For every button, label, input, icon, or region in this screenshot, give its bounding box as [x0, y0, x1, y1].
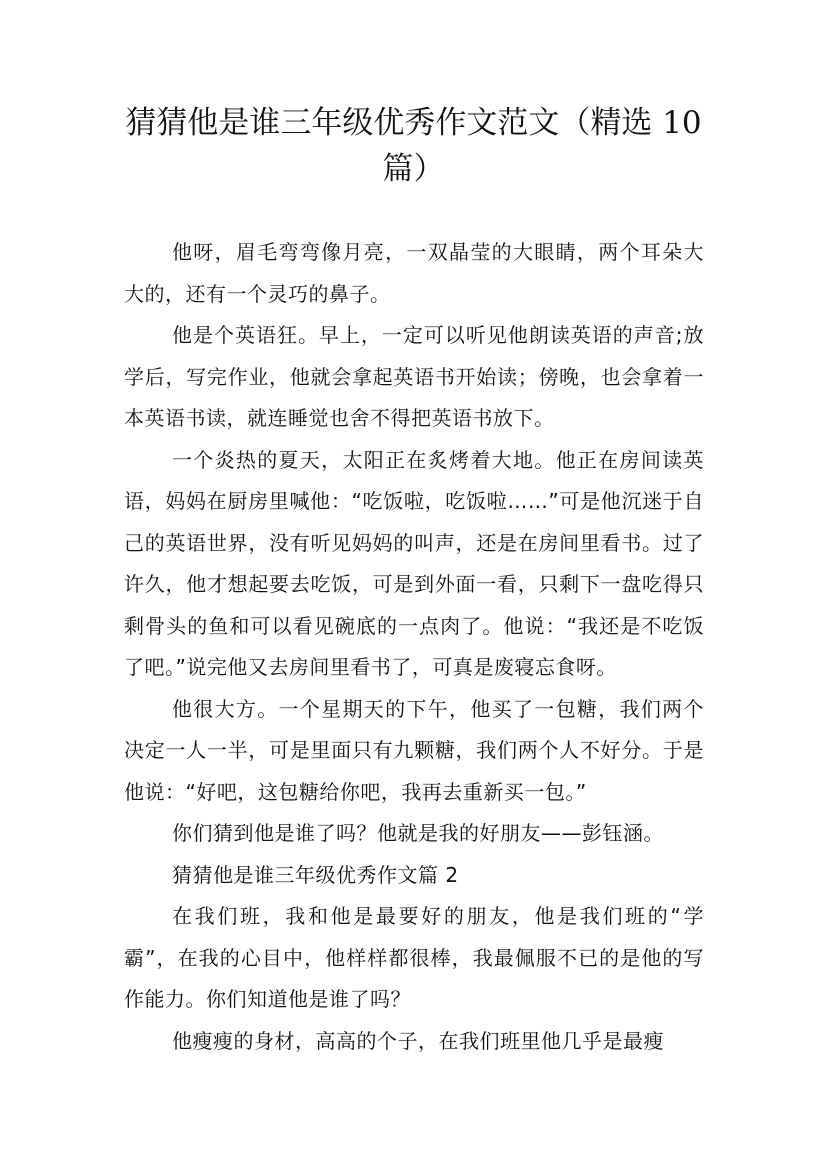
section-heading-2: 猜猜他是谁三年级优秀作文篇 2: [172, 862, 459, 887]
document-body: [124, 232, 704, 1062]
paragraph-1: 他呀，眉毛弯弯像月亮，一双晶莹的大眼睛，两个耳朵大大的，还有一个灵巧的鼻子。: [124, 240, 704, 306]
paragraph-2: 他是个英语狂。早上，一定可以听见他朗读英语的声音;放学后，写完作业，他就会拿起英语书开始读；傍晚，也会拿着一本英语书读，就连睡觉也舍不得把英语书放下。: [124, 323, 704, 430]
paragraph-7: 他瘦瘦的身材，高高的个子，在我们班里他几乎是最瘦: [172, 1028, 664, 1053]
paragraph-6: 在我们班，我和他是最要好的朋友，他是我们班的“学霸”，在我的心目中，他样样都很棒，我最佩服不已的是他的写作能力。你们知道他是谁了吗？: [124, 904, 704, 1011]
paragraph-5: 你们猜到他是谁了吗？他就是我的好朋友——彭钰涵。: [172, 821, 664, 845]
paragraph-3: 一个炎热的夏天，太阳正在炙烤着大地。他正在房间读英语，妈妈在厨房里喊他：“吃饭啦，吃饭啦……”可是他沉迷于自己的英语世界，没有听见妈妈的叫声，还是在房间里看书。过了许久，他才想起要去吃饭，可是到外面一看，只剩下一盘吃得只剩骨头的鱼和可以看见碗底的一点肉了。他说：“我还是不吃饭了吧。”说完他又去房间里看书了，可真是废寝忘食呀。: [124, 447, 704, 679]
paragraph-4: 他很大方。一个星期天的下午，他买了一包糖，我们两个决定一人一半，可是里面只有九颗糖，我们两个人不好分。于是他说：“好吧，这包糖给你吧，我再去重新买一包。”: [124, 696, 704, 804]
document-title: 猜猜他是谁三年级优秀作文范文（精选 10 篇）: [125, 105, 702, 187]
